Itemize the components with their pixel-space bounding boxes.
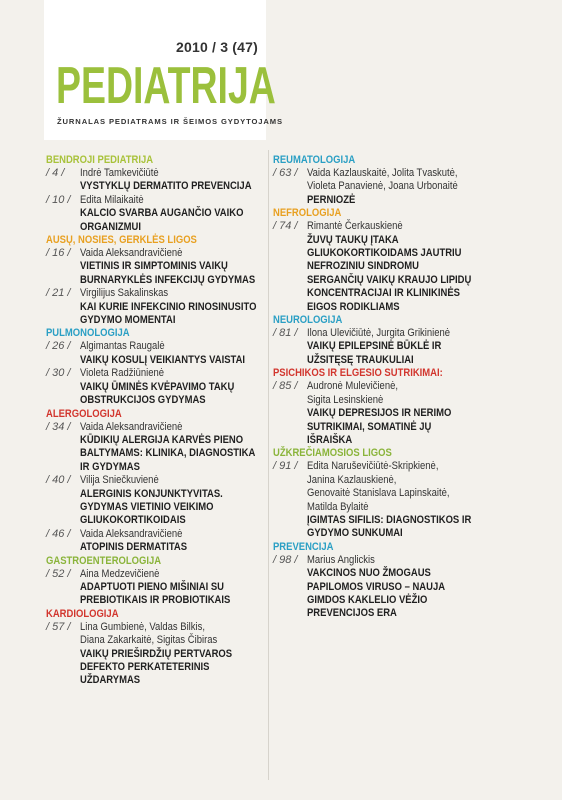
entry-title: VAIKŲ PRIEŠIRDŽIŲ PERTVAROS — [80, 647, 233, 660]
entry-title: UŽSITĘSĘ TRAUKULIAI — [307, 353, 414, 366]
page-number: / 52 / — [46, 567, 71, 580]
contents-column-right — [273, 154, 523, 621]
entry-title: KŪDIKIŲ ALERGIJA KARVĖS PIENO — [80, 433, 244, 446]
entry-authors: Indrė Tamkevičiūtė — [80, 167, 159, 179]
contents-entry — [273, 167, 523, 207]
entry-authors: Edita Naruševičiūtė-Skripkienė, — [307, 460, 439, 473]
contents-section — [46, 234, 268, 327]
section-title: NEUROLOGIJA — [273, 314, 343, 327]
entry-authors: Violeta Panavienė, Joana Urbonaitė — [307, 180, 458, 193]
page-number: / 74 / — [273, 220, 298, 233]
entry-title: VAIKŲ EPILEPSINĖ BŪKLĖ IR — [307, 340, 442, 353]
entry-body — [80, 568, 268, 608]
entry-body — [80, 167, 279, 194]
contents-section — [273, 154, 523, 207]
entry-body — [307, 460, 523, 540]
page-number: / 34 / — [46, 420, 71, 433]
entry-authors: Marius Anglickis — [307, 553, 375, 566]
entry-title: IŠRAIŠKA — [307, 433, 353, 446]
contents-entry — [46, 247, 268, 287]
entry-title: ORGANIZMUI — [80, 220, 141, 233]
entry-body — [80, 621, 268, 688]
entry-authors: Sigita Lesinskienė — [307, 393, 384, 406]
page-number: / 21 / — [46, 287, 71, 300]
contents-section — [46, 408, 268, 555]
entry-title: IR GYDYMAS — [80, 460, 140, 473]
entry-title: GYDYMO SUNKUMAI — [307, 527, 403, 540]
entry-body — [80, 528, 268, 555]
entry-body — [307, 380, 523, 447]
section-title: NEFROLOGIJA — [273, 207, 342, 220]
contents-entry — [273, 380, 523, 447]
entry-body — [80, 247, 284, 287]
entry-title: SUTRIKIMAI, SOMATINĖ JŲ — [307, 420, 432, 433]
entry-body — [80, 287, 285, 327]
entry-body — [307, 327, 523, 367]
entry-title: BURNARYKLĖS INFEKCIJŲ GYDYMAS — [80, 273, 256, 286]
entry-title: KALCIO SVARBA AUGANČIO VAIKO — [80, 207, 244, 220]
contents-entry — [46, 474, 268, 528]
contents-entry — [46, 194, 268, 234]
entry-title: KAI KURIE INFEKCINIO RINOSINUSITO — [80, 300, 257, 313]
page-number: / 10 / — [46, 193, 71, 206]
entry-title: KONCENTRACIJAI IR KLINIKINĖS — [307, 287, 460, 300]
section-title: KARDIOLOGIJA — [46, 607, 119, 620]
entry-title: ATOPINIS DERMATITAS — [80, 541, 188, 554]
entry-title: VIETINIS IR SIMPTOMINIS VAIKŲ — [80, 260, 228, 273]
contents-section — [46, 555, 268, 608]
section-title: PSICHIKOS IR ELGESIO SUTRIKIMAI: — [273, 367, 443, 380]
entry-title: SERGANČIŲ VAIKŲ KRAUJO LIPIDŲ — [307, 273, 472, 286]
entry-title: GYDYMAS VIETINIO VEIKIMO — [80, 500, 214, 513]
section-title: UŽKREČIAMOSIOS LIGOS — [273, 447, 392, 460]
entry-title: PAPILOMOS VIRUSO – NAUJA — [307, 580, 446, 593]
entry-authors: Vaida Kazlauskaitė, Jolita Tvaskutė, — [307, 167, 458, 179]
page-number: / 98 / — [273, 553, 298, 566]
contents-section — [273, 314, 523, 367]
entry-title: EIGOS RODIKLIAMS — [307, 300, 400, 313]
entry-authors: Rimantė Čerkauskienė — [307, 220, 403, 233]
entry-title: ĮGIMTAS SIFILIS: DIAGNOSTIKOS IR — [307, 513, 472, 526]
page-number: / 91 / — [273, 460, 298, 473]
contents-column-left — [46, 154, 268, 688]
contents-entry — [46, 621, 268, 688]
entry-authors: Lina Gumbienė, Valdas Bilkis, — [80, 620, 205, 633]
entry-title: VAIKŲ DEPRESIJOS IR NERIMO — [307, 407, 452, 420]
contents-section — [46, 608, 268, 688]
contents-entry — [273, 220, 523, 314]
page-number: / 46 / — [46, 527, 71, 540]
entry-title: VAKCINOS NUO ŽMOGAUS — [307, 567, 431, 580]
entry-body — [80, 194, 270, 234]
page-number: / 63 / — [273, 167, 298, 179]
entry-title: DEFEKTO PERKATETERINIS — [80, 661, 210, 673]
entry-authors: Vilija Sniečkuvienė — [80, 474, 159, 487]
entry-title: GLIUKOKORTIKOIDAIS — [80, 514, 186, 527]
entry-authors: Matilda Bylaitė — [307, 500, 369, 513]
entry-body — [307, 167, 523, 207]
entry-title: BALTYMAMS: KLINIKA, DIAGNOSTIKA — [80, 447, 256, 460]
entry-title: NEFROZINIU SINDROMU — [307, 260, 419, 273]
entry-authors: Edita Milaikaitė — [80, 193, 144, 206]
page-number: / 16 / — [46, 247, 71, 260]
section-title: PULMONOLOGIJA — [46, 327, 130, 340]
entry-authors: Aina Medzevičienė — [80, 567, 160, 580]
contents-entry — [46, 568, 268, 608]
contents-entry — [46, 421, 268, 475]
entry-authors: Diana Zakarkaitė, Sigitas Čibiras — [80, 634, 218, 647]
entry-title: VYSTYKLŲ DERMATITO PREVENCIJA — [80, 180, 252, 193]
entry-body — [80, 474, 268, 528]
journal-tagline: ŽURNALAS PEDIATRAMS IR ŠEIMOS GYDYTOJAMS — [57, 117, 283, 126]
entry-title: PREVENCIJOS ERA — [307, 607, 397, 620]
contents-entry — [46, 528, 268, 555]
section-title: AUSŲ, NOSIES, GERKLĖS LIGOS — [46, 234, 197, 247]
section-title: GASTROENTEROLOGIJA — [46, 554, 162, 567]
entry-authors: Genovaitė Stanislava Lapinskaitė, — [307, 487, 450, 500]
contents-section — [46, 327, 268, 407]
contents-entry — [273, 327, 523, 367]
entry-body — [80, 421, 284, 475]
entry-title: ŽUVŲ TAUKŲ ĮTAKA — [307, 233, 399, 246]
entry-authors: Audronė Mulevičienė, — [307, 380, 398, 393]
page-number: / 40 / — [46, 474, 71, 487]
entry-title: ADAPTUOTI PIENO MIŠINIAI SU — [80, 580, 225, 593]
page-number: / 30 / — [46, 367, 71, 380]
entry-authors: Violeta Radžiūnienė — [80, 367, 164, 380]
entry-body — [307, 554, 523, 621]
entry-authors: Vaida Aleksandravičienė — [80, 247, 183, 260]
entry-authors: Algimantas Raugalė — [80, 340, 165, 353]
entry-body — [307, 220, 523, 314]
entry-title: PREBIOTIKAIS IR PROBIOTIKAIS — [80, 594, 231, 607]
entry-title: GIMDOS KAKLELIO VĖŽIO — [307, 593, 428, 606]
entry-body — [80, 367, 268, 407]
entry-title: GYDYMO MOMENTAI — [80, 314, 176, 327]
contents-entry — [46, 287, 268, 327]
entry-authors: Virgilijus Sakalinskas — [80, 287, 169, 300]
section-title: REUMATOLOGIJA — [273, 154, 356, 166]
contents-section — [273, 207, 523, 314]
contents-entry — [46, 167, 268, 194]
contents-entry — [273, 460, 523, 540]
entry-title: ALERGINIS KONJUNKTYVITAS. — [80, 487, 223, 500]
contents-section — [273, 447, 523, 540]
issue-number: 2010 / 3 (47) — [176, 39, 258, 55]
page-number: / 85 / — [273, 380, 298, 393]
page-number: / 26 / — [46, 340, 71, 353]
contents-entry — [273, 554, 523, 621]
section-title: ALERGOLOGIJA — [46, 407, 122, 420]
contents-section — [46, 154, 268, 234]
page-number: / 57 / — [46, 620, 71, 633]
contents-entry — [46, 367, 268, 407]
journal-logo: PEDIATRIJA — [56, 57, 276, 115]
contents-section — [273, 541, 523, 621]
section-title: BENDROJI PEDIATRIJA — [46, 154, 154, 166]
entry-title: OBSTRUKCIJOS GYDYMAS — [80, 394, 206, 407]
entry-title: VAIKŲ KOSULĮ VEIKIANTYS VAISTAI — [80, 353, 246, 366]
page-number: / 81 / — [273, 327, 298, 340]
entry-authors: Vaida Aleksandravičienė — [80, 420, 183, 433]
contents-section — [273, 367, 523, 447]
entry-authors: Vaida Aleksandravičienė — [80, 527, 183, 540]
entry-title: GLIUKOKORTIKOIDAMS JAUTRIU — [307, 247, 462, 260]
entry-authors: Janina Kazlauskienė, — [307, 473, 397, 486]
contents-entry — [46, 340, 268, 367]
entry-authors: Ilona Ulevičiūtė, Jurgita Grikinienė — [307, 327, 451, 340]
entry-title: VAIKŲ ŪMINĖS KVĖPAVIMO TAKŲ — [80, 380, 235, 393]
entry-title: PERNIOZĖ — [307, 193, 356, 206]
entry-title: UŽDARYMAS — [80, 674, 141, 687]
section-title: PREVENCIJA — [273, 540, 334, 553]
entry-body — [80, 340, 272, 367]
page-number: / 4 / — [46, 167, 65, 179]
